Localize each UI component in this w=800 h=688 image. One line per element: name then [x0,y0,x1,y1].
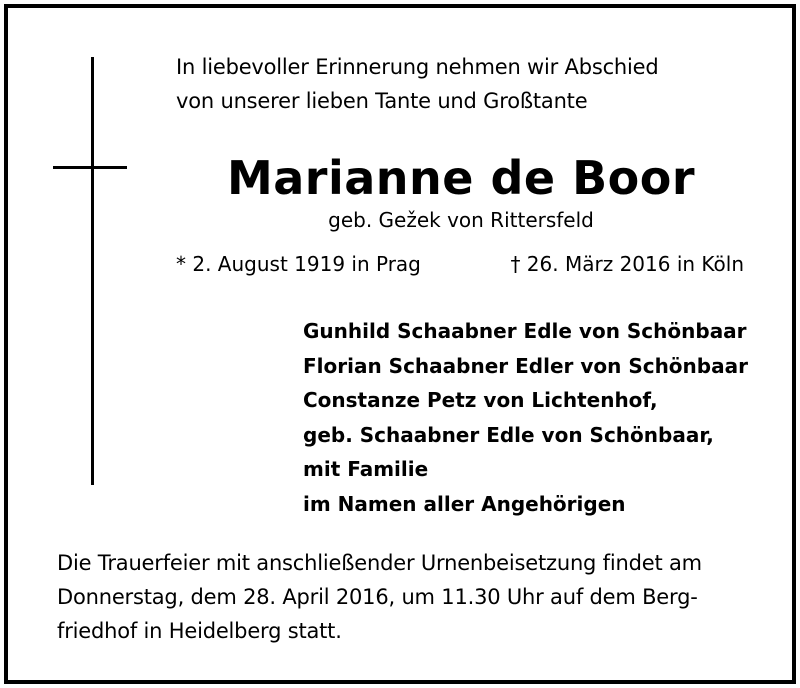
maiden-name: geb. Gežek von Rittersfeld [328,208,594,232]
mourner-line: Constanze Petz von Lichtenhof, [303,388,658,412]
mourner-line: geb. Schaabner Edle von Schönbaar, [303,422,714,447]
deceased-name: Marianne de Boor [226,151,696,205]
mourners-list [303,314,748,521]
intro-line: In liebevoller Erinnerung nehmen wir Abschied [176,55,659,79]
mourner-line: im Namen aller Angehörigen [303,491,626,516]
death-date: † 26. März 2016 in Köln [510,252,744,276]
mourner-line: Florian Schaabner Edler von Schönbaar [303,353,748,378]
cross-horizontal-bar [53,166,127,169]
mourner-line: Gunhild Schaabner Edle von Schönbaar [303,319,747,343]
ceremony-line: Donnerstag, dem 28. April 2016, um 11.30 Uhr auf dem Berg- [57,585,698,609]
mourner-line: mit Familie [303,457,429,481]
birth-date: * 2. August 1919 in Prag [176,252,421,276]
cross-vertical-bar [91,57,94,485]
intro-text [176,50,659,118]
ceremony-line: friedhof in Heidelberg statt. [57,619,342,643]
ceremony-notice [57,546,702,648]
intro-line: von unserer lieben Tante und Großtante [176,89,588,113]
ceremony-line: Die Trauerfeier mit anschließender Urnenbeisetzung findet am [57,551,702,575]
